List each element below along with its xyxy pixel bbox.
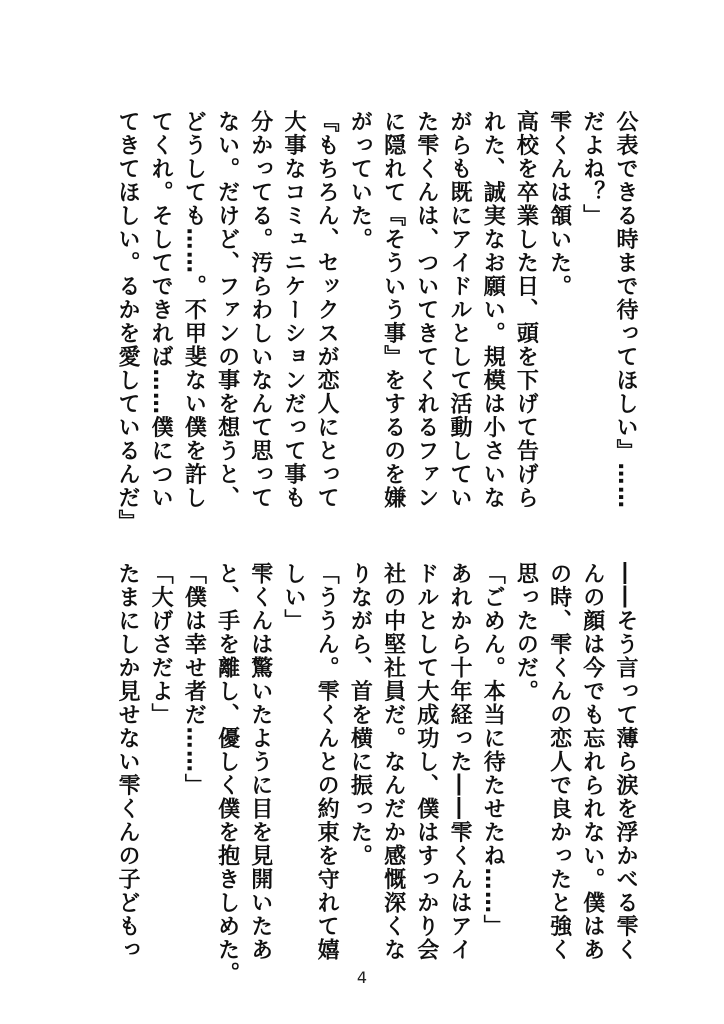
text-line: りながら、首を横に振った。 [347,562,373,868]
text-line: てくれ。そしてできれば……僕につい [148,110,174,510]
text-line: 社の中堅社員だ。なんだか感慨深くな [380,562,406,962]
text-line: に隠れて『そういう事』をするのを嫌 [380,110,406,510]
text-line: 雫くんは頷いた。 [546,110,572,298]
text-line: ドルとして大成功し、僕はすっかり会 [413,562,439,962]
text-line: だよね？」 [579,110,605,228]
text-block-bottom [102,562,642,985]
text-line: 「ううん。雫くんとの約束を守れて嬉 [314,562,340,962]
text-block-top [102,110,642,533]
text-line: 『もちろん、セックスが恋人にとって [314,110,340,510]
text-line: 大事なコミュニケーションだって事も [280,110,306,510]
text-line: てきてほしい。るかを愛しているんだ』 [114,110,140,533]
text-line: あれから十年経った――雫くんはアイ [446,562,472,962]
page-number: 4 [356,968,368,987]
text-line: 「ごめん。本当に待たせたね……」 [480,562,506,938]
text-line: どうしても……。不甲斐ない僕を許し [181,110,207,510]
text-line: 「僕は幸せ者だ……」 [181,562,207,797]
text-line: 思ったのだ。 [513,562,539,703]
text-line: の時、雫くんの恋人で良かったと強く [546,562,572,962]
text-line: たまにしか見せない雫くんの子どもっ [114,562,140,962]
text-line: 分かってる。汚らわしいなんて思って [247,110,273,510]
text-line: 公表できる時まで待ってほしい』…… [613,110,638,510]
text-line: た雫くんは、ついてきてくれるファン [413,110,439,510]
text-line: れた、誠実なお願い。規模は小さいな [480,110,506,510]
text-line: がっていた。 [347,110,373,251]
text-line: しい」 [280,562,306,633]
text-line: ――そう言って薄ら涙を浮かべる雫く [613,562,638,962]
text-line: 「大げさだよ」 [148,562,174,727]
text-line: 雫くんは驚いたように目を見開いたあ [247,562,273,962]
text-line: がらも既にアイドルとして活動してい [446,110,472,510]
text-line: んの顔は今でも忘れられない。僕はあ [579,562,605,962]
text-line: ない。だけど、ファンの事を想うと、 [214,110,240,510]
text-line: と、手を離し、優しく僕を抱きしめた。 [214,562,240,985]
text-line: 高校を卒業した日、頭を下げて告げら [513,110,539,510]
